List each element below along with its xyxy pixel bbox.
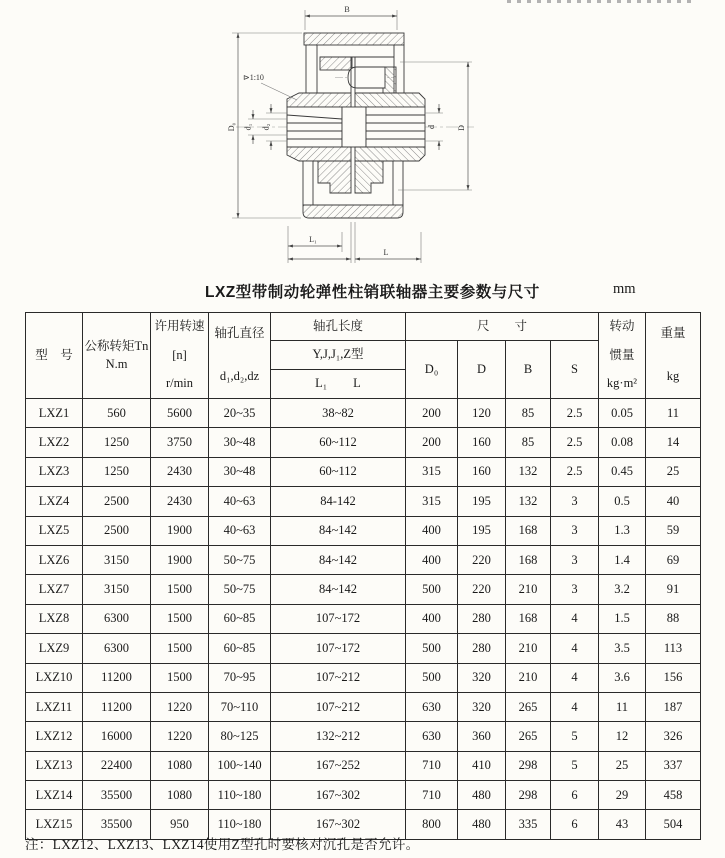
dim-label-D0: D₀ [227, 122, 236, 132]
cell-weight: 11 [646, 399, 701, 428]
table-row [26, 399, 701, 428]
cell-model: LXZ4 [26, 487, 83, 516]
cell-weight: 504 [646, 810, 701, 839]
cell-D0: 400 [406, 516, 458, 545]
cell-inertia: 0.45 [599, 457, 646, 486]
cell-B: 168 [506, 604, 551, 633]
flange-lower-left [287, 147, 351, 161]
cell-B: 210 [506, 663, 551, 692]
header-speed-line2: [n] [172, 347, 187, 362]
cell-speed: 1080 [151, 781, 209, 810]
dim-label-D: D [457, 125, 466, 131]
cell-D: 120 [458, 399, 506, 428]
cell-bore: 20~35 [209, 399, 271, 428]
cell-D: 220 [458, 545, 506, 574]
header-bore-length: 轴孔长度 [271, 313, 406, 341]
cell-D: 220 [458, 575, 506, 604]
cell-length: 84~142 [271, 575, 406, 604]
cell-bore: 30~48 [209, 457, 271, 486]
cell-B: 335 [506, 810, 551, 839]
cell-weight: 113 [646, 634, 701, 663]
header-bore-diameter [209, 313, 271, 399]
spacer-block [342, 107, 366, 147]
cell-S: 3 [551, 487, 599, 516]
cell-inertia: 29 [599, 781, 646, 810]
table-row [26, 575, 701, 604]
cell-B: 210 [506, 575, 551, 604]
cell-D: 320 [458, 663, 506, 692]
cell-speed: 950 [151, 810, 209, 839]
cell-model: LXZ8 [26, 604, 83, 633]
cell-torque: 6300 [83, 634, 151, 663]
dim-label-B: B [344, 5, 350, 14]
cell-torque: 22400 [83, 751, 151, 780]
cell-S: 3 [551, 575, 599, 604]
brake-wheel-left-wall [306, 45, 317, 93]
table-row [26, 604, 701, 633]
header-S: S [551, 341, 599, 399]
cell-torque: 3150 [83, 545, 151, 574]
cell-D: 480 [458, 781, 506, 810]
cell-D: 360 [458, 722, 506, 751]
cell-S: 2.5 [551, 457, 599, 486]
cell-inertia: 1.4 [599, 545, 646, 574]
cell-length: 107~172 [271, 604, 406, 633]
cell-weight: 69 [646, 545, 701, 574]
header-inertia-line2: 惯量 [609, 347, 635, 362]
cell-inertia: 3.6 [599, 663, 646, 692]
cropped-text-fragment [507, 0, 693, 3]
table-header [26, 313, 701, 399]
header-bore-types: Y,J,J₁,Z型 [271, 341, 406, 370]
cell-B: 265 [506, 722, 551, 751]
cell-inertia: 43 [599, 810, 646, 839]
cell-torque: 16000 [83, 722, 151, 751]
cell-model: LXZ13 [26, 751, 83, 780]
cell-bore: 70~110 [209, 692, 271, 721]
header-size: 尺 寸 [406, 313, 599, 341]
header-speed [151, 313, 209, 399]
cell-inertia: 12 [599, 722, 646, 751]
cell-inertia: 1.3 [599, 516, 646, 545]
cell-S: 2.5 [551, 399, 599, 428]
cell-model: LXZ11 [26, 692, 83, 721]
header-L1: L₁ [315, 376, 328, 391]
dim-label-d2: d₂ [261, 123, 271, 131]
cell-weight: 156 [646, 663, 701, 692]
cell-D: 195 [458, 516, 506, 545]
table-row [26, 663, 701, 692]
unit-label: mm [613, 281, 636, 297]
table-row [26, 516, 701, 545]
cell-D0: 800 [406, 810, 458, 839]
header-weight-line2: kg [666, 368, 680, 383]
cell-speed: 1220 [151, 692, 209, 721]
cell-inertia: 0.5 [599, 487, 646, 516]
table-row [26, 545, 701, 574]
flange-upper-right [355, 93, 425, 107]
cell-model: LXZ7 [26, 575, 83, 604]
table-body [26, 399, 701, 840]
cell-speed: 1500 [151, 604, 209, 633]
cell-bore: 100~140 [209, 751, 271, 780]
footnote: 注：LXZ12、LXZ13、LXZ14使用Z型孔时要核对沉孔是否允许。 [25, 837, 420, 852]
cell-D0: 400 [406, 604, 458, 633]
cell-length: 84~142 [271, 516, 406, 545]
header-torque [83, 313, 151, 399]
header-bore-line2: d₁,d₂,dz [219, 368, 260, 383]
cell-B: 210 [506, 634, 551, 663]
shell-right-wall [393, 161, 403, 205]
cell-model: LXZ12 [26, 722, 83, 751]
cell-bore: 110~180 [209, 781, 271, 810]
cell-inertia: 3.5 [599, 634, 646, 663]
cell-inertia: 0.08 [599, 428, 646, 457]
cell-D: 160 [458, 457, 506, 486]
cell-bore: 50~75 [209, 575, 271, 604]
cell-torque: 6300 [83, 604, 151, 633]
cell-model: LXZ6 [26, 545, 83, 574]
cell-speed: 1080 [151, 751, 209, 780]
cell-speed: 3750 [151, 428, 209, 457]
dim-label-d1: d₁ [243, 123, 253, 131]
cell-model: LXZ1 [26, 399, 83, 428]
cell-B: 298 [506, 781, 551, 810]
cell-length: 167~302 [271, 781, 406, 810]
cell-S: 4 [551, 663, 599, 692]
header-inertia-line3: kg·m² [606, 376, 638, 390]
table-row [26, 428, 701, 457]
cell-bore: 60~85 [209, 604, 271, 633]
cell-length: 107~212 [271, 692, 406, 721]
shell-left-wall [303, 161, 313, 205]
cell-D0: 500 [406, 575, 458, 604]
cell-bore: 60~85 [209, 634, 271, 663]
dim-label-L1: L₁ [309, 235, 317, 244]
cell-B: 168 [506, 516, 551, 545]
cell-S: 6 [551, 810, 599, 839]
cell-speed: 1220 [151, 722, 209, 751]
cell-S: 6 [551, 781, 599, 810]
header-torque-line1: 公称转矩Tn [84, 338, 149, 353]
header-speed-line1: 许用转速 [154, 319, 205, 334]
elastic-pin [348, 67, 385, 88]
cell-D0: 400 [406, 545, 458, 574]
cell-length: 38~82 [271, 399, 406, 428]
hub-lower-left [318, 161, 351, 193]
cell-speed: 2430 [151, 487, 209, 516]
cell-speed: 1500 [151, 575, 209, 604]
parameters-table [25, 312, 701, 840]
cell-weight: 337 [646, 751, 701, 780]
header-speed-line3: r/min [165, 376, 194, 390]
cell-D0: 200 [406, 399, 458, 428]
header-L: L [353, 376, 361, 391]
cell-B: 132 [506, 487, 551, 516]
cell-weight: 40 [646, 487, 701, 516]
cell-length: 107~212 [271, 663, 406, 692]
cell-bore: 70~95 [209, 663, 271, 692]
header-model: 型 号 [26, 313, 83, 399]
cell-B: 85 [506, 428, 551, 457]
cell-D0: 630 [406, 722, 458, 751]
cell-bore: 30~48 [209, 428, 271, 457]
header-D: D [458, 341, 506, 399]
cell-length: 84~142 [271, 545, 406, 574]
cell-D: 195 [458, 487, 506, 516]
cell-weight: 25 [646, 457, 701, 486]
cell-B: 265 [506, 692, 551, 721]
cell-S: 4 [551, 634, 599, 663]
table-row [26, 457, 701, 486]
cell-D: 160 [458, 428, 506, 457]
cell-S: 4 [551, 692, 599, 721]
cell-length: 60~112 [271, 457, 406, 486]
cell-weight: 14 [646, 428, 701, 457]
cell-torque: 3150 [83, 575, 151, 604]
cell-S: 2.5 [551, 428, 599, 457]
cell-D: 410 [458, 751, 506, 780]
cell-inertia: 3.2 [599, 575, 646, 604]
cell-torque: 35500 [83, 810, 151, 839]
bore-right [366, 107, 425, 147]
table-row [26, 751, 701, 780]
cell-S: 4 [551, 604, 599, 633]
cell-torque: 1250 [83, 457, 151, 486]
shell-bottom-band [303, 205, 403, 218]
cell-speed: 2430 [151, 457, 209, 486]
cell-length: 107~172 [271, 634, 406, 663]
cell-torque: 2500 [83, 487, 151, 516]
cell-speed: 1500 [151, 663, 209, 692]
cell-model: LXZ3 [26, 457, 83, 486]
hub-step [320, 57, 352, 70]
cell-B: 132 [506, 457, 551, 486]
header-bore-line1: 轴孔直径 [214, 326, 265, 341]
technical-drawing [225, 0, 480, 272]
cell-bore: 80~125 [209, 722, 271, 751]
cell-D0: 630 [406, 692, 458, 721]
header-D0: D₀ [406, 341, 458, 399]
cell-torque: 11200 [83, 663, 151, 692]
cell-D: 480 [458, 810, 506, 839]
cell-D: 320 [458, 692, 506, 721]
cell-length: 167~302 [271, 810, 406, 839]
cell-model: LXZ10 [26, 663, 83, 692]
cell-B: 85 [506, 399, 551, 428]
cell-length: 84-142 [271, 487, 406, 516]
cell-weight: 91 [646, 575, 701, 604]
brake-wheel-rim [304, 33, 404, 45]
header-L1-L [271, 370, 406, 399]
cell-D: 280 [458, 634, 506, 663]
cell-model: LXZ9 [26, 634, 83, 663]
header-weight-line1: 重量 [660, 326, 686, 341]
cell-S: 5 [551, 751, 599, 780]
cell-bore: 40~63 [209, 487, 271, 516]
bore-left [287, 107, 342, 147]
cell-D0: 315 [406, 487, 458, 516]
cell-D0: 315 [406, 457, 458, 486]
cell-bore: 110~180 [209, 810, 271, 839]
cell-D0: 710 [406, 751, 458, 780]
cell-weight: 326 [646, 722, 701, 751]
cell-D0: 200 [406, 428, 458, 457]
cell-torque: 560 [83, 399, 151, 428]
cell-length: 167~252 [271, 751, 406, 780]
cell-S: 3 [551, 516, 599, 545]
cell-length: 60~112 [271, 428, 406, 457]
cell-weight: 458 [646, 781, 701, 810]
table-row [26, 722, 701, 751]
cell-speed: 1900 [151, 545, 209, 574]
cell-bore: 50~75 [209, 545, 271, 574]
dim-label-L: L [383, 248, 389, 257]
header-torque-line2: N.m [105, 356, 128, 371]
cell-weight: 187 [646, 692, 701, 721]
cell-B: 298 [506, 751, 551, 780]
header-weight [646, 313, 701, 399]
cell-D0: 500 [406, 663, 458, 692]
cell-speed: 5600 [151, 399, 209, 428]
cell-D0: 710 [406, 781, 458, 810]
table-row [26, 781, 701, 810]
cell-speed: 1500 [151, 634, 209, 663]
header-inertia [599, 313, 646, 399]
table-row [26, 634, 701, 663]
cell-torque: 11200 [83, 692, 151, 721]
cell-length: 132~212 [271, 722, 406, 751]
cell-S: 3 [551, 545, 599, 574]
header-B: B [506, 341, 551, 399]
cell-model: LXZ2 [26, 428, 83, 457]
cell-torque: 35500 [83, 781, 151, 810]
cell-speed: 1900 [151, 516, 209, 545]
cell-model: LXZ15 [26, 810, 83, 839]
taper-annotation: ⊳1:10 [243, 73, 264, 82]
flange-lower-right [355, 147, 425, 161]
cell-B: 168 [506, 545, 551, 574]
header-inertia-line1: 转动 [609, 319, 635, 334]
cell-model: LXZ14 [26, 781, 83, 810]
cell-D0: 500 [406, 634, 458, 663]
hub-lower-right [355, 161, 383, 193]
cell-S: 5 [551, 722, 599, 751]
cell-torque: 2500 [83, 516, 151, 545]
cell-bore: 40~63 [209, 516, 271, 545]
cell-inertia: 25 [599, 751, 646, 780]
cell-D: 280 [458, 604, 506, 633]
dim-label-d: d [427, 125, 436, 129]
cell-weight: 88 [646, 604, 701, 633]
table-row [26, 487, 701, 516]
cell-torque: 1250 [83, 428, 151, 457]
cell-inertia: 1.5 [599, 604, 646, 633]
cell-weight: 59 [646, 516, 701, 545]
cell-inertia: 11 [599, 692, 646, 721]
table-row [26, 692, 701, 721]
table-title: LXZ型带制动轮弹性柱销联轴器主要参数与尺寸 [205, 284, 540, 301]
cell-inertia: 0.05 [599, 399, 646, 428]
cell-model: LXZ5 [26, 516, 83, 545]
